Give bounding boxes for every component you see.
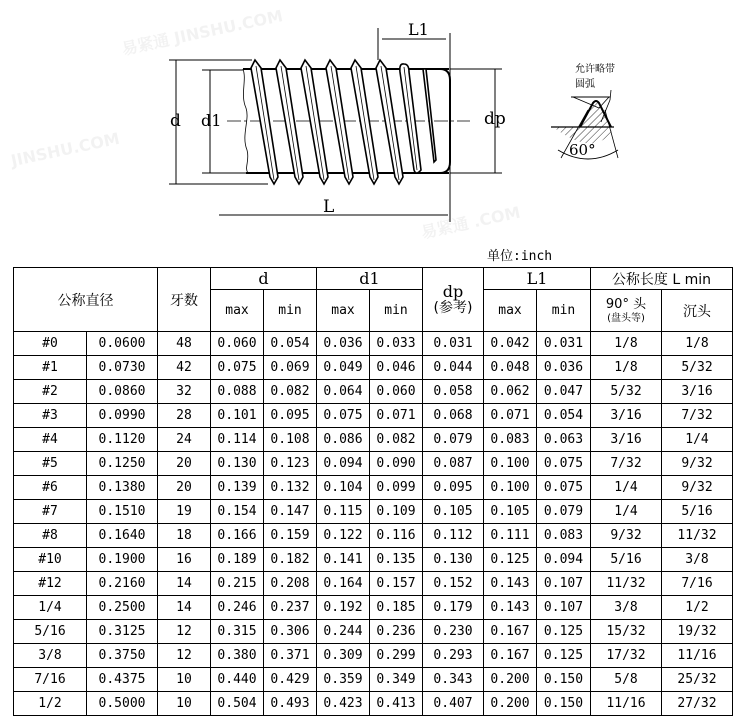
cell-size: #0: [14, 332, 87, 356]
cell-d-max: 0.101: [211, 404, 264, 428]
label-dp: dp: [484, 109, 506, 129]
table-row: [14, 500, 733, 524]
cell-d-max: 0.440: [211, 668, 264, 692]
cell-tpi: 10: [158, 668, 211, 692]
cell-size: 5/16: [14, 620, 87, 644]
cell-basic-diameter: 0.1380: [87, 476, 158, 500]
cell-d1-max: 0.359: [317, 668, 370, 692]
cell-basic-diameter: 0.2500: [87, 596, 158, 620]
screw-thread-diagram: [0, 0, 747, 250]
cell-d1-max: 0.104: [317, 476, 370, 500]
cell-d-min: 0.159: [264, 524, 317, 548]
cell-basic-diameter: 0.5000: [87, 692, 158, 716]
cell-d1-min: 0.236: [370, 620, 423, 644]
watermark: JINSHU.COM: [9, 128, 122, 171]
cell-length-countersunk: 5/32: [662, 356, 733, 380]
table-row: [14, 620, 733, 644]
cell-d-max: 0.088: [211, 380, 264, 404]
cell-L1-max: 0.143: [484, 572, 537, 596]
header-L1: L1: [484, 268, 591, 290]
table-row: [14, 668, 733, 692]
cell-L1-max: 0.125: [484, 548, 537, 572]
cell-length-countersunk: 9/32: [662, 476, 733, 500]
cell-tpi: 48: [158, 332, 211, 356]
table-row: [14, 596, 733, 620]
cell-dp: 0.152: [423, 572, 484, 596]
cell-L1-min: 0.150: [537, 692, 591, 716]
cell-basic-diameter: 0.1250: [87, 452, 158, 476]
cell-tpi: 14: [158, 596, 211, 620]
cell-d-min: 0.082: [264, 380, 317, 404]
table-row: [14, 428, 733, 452]
cell-L1-min: 0.094: [537, 548, 591, 572]
cell-d-min: 0.132: [264, 476, 317, 500]
unit-label: 单位:inch: [487, 249, 553, 264]
cell-L1-min: 0.036: [537, 356, 591, 380]
cell-length-countersunk: 1/4: [662, 428, 733, 452]
cell-L1-max: 0.111: [484, 524, 537, 548]
cell-d1-max: 0.115: [317, 500, 370, 524]
cell-basic-diameter: 0.0600: [87, 332, 158, 356]
cell-basic-diameter: 0.0990: [87, 404, 158, 428]
cell-d1-max: 0.036: [317, 332, 370, 356]
cell-d1-min: 0.109: [370, 500, 423, 524]
cell-dp: 0.095: [423, 476, 484, 500]
cell-dp: 0.179: [423, 596, 484, 620]
cell-L1-max: 0.062: [484, 380, 537, 404]
cell-L1-min: 0.083: [537, 524, 591, 548]
cell-basic-diameter: 0.3125: [87, 620, 158, 644]
cell-size: #7: [14, 500, 87, 524]
cell-length-90-head: 1/8: [591, 332, 662, 356]
cell-length-90-head: 1/4: [591, 500, 662, 524]
cell-d-min: 0.306: [264, 620, 317, 644]
cell-length-countersunk: 11/32: [662, 524, 733, 548]
cell-d1-min: 0.071: [370, 404, 423, 428]
cell-d-min: 0.429: [264, 668, 317, 692]
table-body: [14, 332, 733, 716]
cell-length-90-head: 15/32: [591, 620, 662, 644]
cell-tpi: 20: [158, 476, 211, 500]
cell-d1-min: 0.185: [370, 596, 423, 620]
header-90-head-label: 90° 头: [605, 297, 647, 312]
cell-d1-max: 0.423: [317, 692, 370, 716]
label-d1: d1: [201, 111, 222, 130]
cell-d1-min: 0.082: [370, 428, 423, 452]
cell-length-90-head: 17/32: [591, 644, 662, 668]
header-countersunk: 沉头: [662, 290, 733, 332]
table-row: [14, 524, 733, 548]
cell-length-90-head: 11/16: [591, 692, 662, 716]
cell-d-max: 0.114: [211, 428, 264, 452]
cell-basic-diameter: 0.1510: [87, 500, 158, 524]
table-row: [14, 404, 733, 428]
profile-note-line1: 允许略带: [575, 64, 615, 75]
header-90-head: [591, 290, 662, 332]
watermark: 易紧通 JINSHU.COM: [120, 6, 285, 59]
cell-length-90-head: 11/32: [591, 572, 662, 596]
cell-L1-min: 0.075: [537, 476, 591, 500]
table-row: [14, 644, 733, 668]
cell-d-min: 0.237: [264, 596, 317, 620]
cell-d-min: 0.054: [264, 332, 317, 356]
cell-length-countersunk: 7/32: [662, 404, 733, 428]
cell-L1-min: 0.107: [537, 572, 591, 596]
cell-length-90-head: 3/8: [591, 596, 662, 620]
cell-length-90-head: 1/8: [591, 356, 662, 380]
cell-size: #8: [14, 524, 87, 548]
cell-d1-max: 0.086: [317, 428, 370, 452]
cell-d1-max: 0.049: [317, 356, 370, 380]
table-row: [14, 692, 733, 716]
cell-size: #3: [14, 404, 87, 428]
cell-L1-max: 0.105: [484, 500, 537, 524]
cell-size: #1: [14, 356, 87, 380]
cell-length-90-head: 5/8: [591, 668, 662, 692]
cell-dp: 0.031: [423, 332, 484, 356]
cell-tpi: 24: [158, 428, 211, 452]
table-row: [14, 476, 733, 500]
cell-d-min: 0.123: [264, 452, 317, 476]
cell-length-countersunk: 9/32: [662, 452, 733, 476]
header-d1-min: min: [370, 290, 423, 332]
header-dp-symbol: dp: [442, 281, 464, 301]
label-L: L: [323, 197, 335, 217]
cell-size: 3/8: [14, 644, 87, 668]
cell-L1-min: 0.075: [537, 452, 591, 476]
cell-tpi: 16: [158, 548, 211, 572]
cell-d1-max: 0.244: [317, 620, 370, 644]
cell-basic-diameter: 0.1900: [87, 548, 158, 572]
header-threads-per-inch: 牙数: [158, 268, 211, 332]
cell-d1-min: 0.046: [370, 356, 423, 380]
cell-length-90-head: 9/32: [591, 524, 662, 548]
cell-size: #12: [14, 572, 87, 596]
cell-L1-max: 0.200: [484, 692, 537, 716]
cell-dp: 0.230: [423, 620, 484, 644]
cell-L1-max: 0.167: [484, 620, 537, 644]
cell-d1-min: 0.349: [370, 668, 423, 692]
cell-d-min: 0.493: [264, 692, 317, 716]
cell-L1-min: 0.079: [537, 500, 591, 524]
cell-d-max: 0.189: [211, 548, 264, 572]
cell-basic-diameter: 0.1120: [87, 428, 158, 452]
cell-length-countersunk: 3/8: [662, 548, 733, 572]
cell-d-max: 0.130: [211, 452, 264, 476]
cell-d1-max: 0.064: [317, 380, 370, 404]
cell-d-min: 0.069: [264, 356, 317, 380]
cell-d1-max: 0.094: [317, 452, 370, 476]
cell-d1-max: 0.309: [317, 644, 370, 668]
cell-tpi: 18: [158, 524, 211, 548]
cell-d-max: 0.315: [211, 620, 264, 644]
table-row: [14, 380, 733, 404]
cell-L1-min: 0.107: [537, 596, 591, 620]
cell-L1-min: 0.150: [537, 668, 591, 692]
cell-L1-min: 0.125: [537, 644, 591, 668]
cell-tpi: 20: [158, 452, 211, 476]
cell-d-min: 0.182: [264, 548, 317, 572]
label-L1: L1: [408, 20, 429, 39]
cell-L1-max: 0.048: [484, 356, 537, 380]
cell-dp: 0.293: [423, 644, 484, 668]
table-row: [14, 548, 733, 572]
cell-L1-max: 0.167: [484, 644, 537, 668]
cell-d-max: 0.504: [211, 692, 264, 716]
cell-L1-min: 0.047: [537, 380, 591, 404]
cell-dp: 0.058: [423, 380, 484, 404]
table-row: [14, 452, 733, 476]
cell-d-max: 0.139: [211, 476, 264, 500]
header-L1-max: max: [484, 290, 537, 332]
cell-d1-min: 0.099: [370, 476, 423, 500]
cell-d-max: 0.380: [211, 644, 264, 668]
cell-d-min: 0.208: [264, 572, 317, 596]
cell-tpi: 19: [158, 500, 211, 524]
cell-tpi: 42: [158, 356, 211, 380]
cell-d1-max: 0.122: [317, 524, 370, 548]
cell-d-min: 0.095: [264, 404, 317, 428]
cell-length-countersunk: 27/32: [662, 692, 733, 716]
cell-L1-min: 0.031: [537, 332, 591, 356]
dimension-table: [13, 267, 733, 716]
cell-basic-diameter: 0.3750: [87, 644, 158, 668]
cell-dp: 0.407: [423, 692, 484, 716]
cell-basic-diameter: 0.4375: [87, 668, 158, 692]
label-d: d: [170, 111, 181, 131]
cell-L1-min: 0.125: [537, 620, 591, 644]
cell-dp: 0.105: [423, 500, 484, 524]
cell-d1-min: 0.116: [370, 524, 423, 548]
cell-d1-min: 0.060: [370, 380, 423, 404]
header-dp: [423, 268, 484, 332]
thread-angle-label: 60°: [569, 141, 596, 159]
cell-dp: 0.343: [423, 668, 484, 692]
cell-d1-min: 0.413: [370, 692, 423, 716]
cell-dp: 0.087: [423, 452, 484, 476]
cell-L1-max: 0.083: [484, 428, 537, 452]
cell-d1-max: 0.164: [317, 572, 370, 596]
cell-d-max: 0.154: [211, 500, 264, 524]
cell-length-countersunk: 7/16: [662, 572, 733, 596]
cell-size: #6: [14, 476, 87, 500]
cell-L1-max: 0.200: [484, 668, 537, 692]
cell-length-countersunk: 5/16: [662, 500, 733, 524]
cell-d-max: 0.246: [211, 596, 264, 620]
cell-L1-max: 0.042: [484, 332, 537, 356]
cell-length-countersunk: 3/16: [662, 380, 733, 404]
cell-basic-diameter: 0.0860: [87, 380, 158, 404]
cell-tpi: 14: [158, 572, 211, 596]
cell-size: #4: [14, 428, 87, 452]
cell-length-90-head: 5/32: [591, 380, 662, 404]
cell-d-min: 0.147: [264, 500, 317, 524]
cell-tpi: 12: [158, 644, 211, 668]
watermark: 易紧通 .COM: [419, 202, 523, 243]
cell-dp: 0.044: [423, 356, 484, 380]
cell-length-countersunk: 19/32: [662, 620, 733, 644]
header-d: d: [211, 268, 317, 290]
table-row: [14, 356, 733, 380]
header-dp-reference: (参考): [433, 299, 473, 316]
thread-drawing-icon: [0, 0, 747, 250]
cell-L1-max: 0.100: [484, 476, 537, 500]
cell-size: #5: [14, 452, 87, 476]
table-row: [14, 332, 733, 356]
profile-note-line2: 圆弧: [575, 79, 595, 90]
cell-dp: 0.068: [423, 404, 484, 428]
header-nominal-length: 公称长度 L min: [591, 268, 733, 290]
cell-size: 7/16: [14, 668, 87, 692]
cell-length-90-head: 3/16: [591, 428, 662, 452]
cell-size: 1/2: [14, 692, 87, 716]
cell-tpi: 32: [158, 380, 211, 404]
header-L1-min: min: [537, 290, 591, 332]
cell-L1-max: 0.100: [484, 452, 537, 476]
cell-L1-min: 0.054: [537, 404, 591, 428]
header-d-max: max: [211, 290, 264, 332]
cell-length-90-head: 1/4: [591, 476, 662, 500]
cell-length-countersunk: 11/16: [662, 644, 733, 668]
cell-tpi: 28: [158, 404, 211, 428]
cell-d1-min: 0.157: [370, 572, 423, 596]
cell-d1-min: 0.135: [370, 548, 423, 572]
cell-d-max: 0.166: [211, 524, 264, 548]
cell-tpi: 12: [158, 620, 211, 644]
table-row: [14, 572, 733, 596]
cell-L1-max: 0.071: [484, 404, 537, 428]
header-90-head-note: (盘头等): [607, 313, 645, 324]
cell-size: #10: [14, 548, 87, 572]
cell-L1-max: 0.143: [484, 596, 537, 620]
cell-d-min: 0.371: [264, 644, 317, 668]
header-d1: d1: [317, 268, 423, 290]
cell-basic-diameter: 0.2160: [87, 572, 158, 596]
cell-dp: 0.079: [423, 428, 484, 452]
cell-length-90-head: 7/32: [591, 452, 662, 476]
cell-d-max: 0.075: [211, 356, 264, 380]
cell-d-max: 0.060: [211, 332, 264, 356]
cell-d1-max: 0.141: [317, 548, 370, 572]
cell-size: #2: [14, 380, 87, 404]
cell-size: 1/4: [14, 596, 87, 620]
cell-d-min: 0.108: [264, 428, 317, 452]
cell-length-countersunk: 25/32: [662, 668, 733, 692]
header-d1-max: max: [317, 290, 370, 332]
cell-length-90-head: 5/16: [591, 548, 662, 572]
cell-d1-min: 0.299: [370, 644, 423, 668]
cell-d1-max: 0.075: [317, 404, 370, 428]
cell-d-max: 0.215: [211, 572, 264, 596]
cell-length-90-head: 3/16: [591, 404, 662, 428]
cell-basic-diameter: 0.0730: [87, 356, 158, 380]
cell-tpi: 10: [158, 692, 211, 716]
cell-d1-max: 0.192: [317, 596, 370, 620]
header-d-min: min: [264, 290, 317, 332]
cell-d1-min: 0.090: [370, 452, 423, 476]
header-nominal-diameter: 公称直径: [14, 268, 158, 332]
cell-d1-min: 0.033: [370, 332, 423, 356]
cell-length-countersunk: 1/2: [662, 596, 733, 620]
cell-dp: 0.112: [423, 524, 484, 548]
cell-dp: 0.130: [423, 548, 484, 572]
cell-length-countersunk: 1/8: [662, 332, 733, 356]
cell-L1-min: 0.063: [537, 428, 591, 452]
cell-basic-diameter: 0.1640: [87, 524, 158, 548]
